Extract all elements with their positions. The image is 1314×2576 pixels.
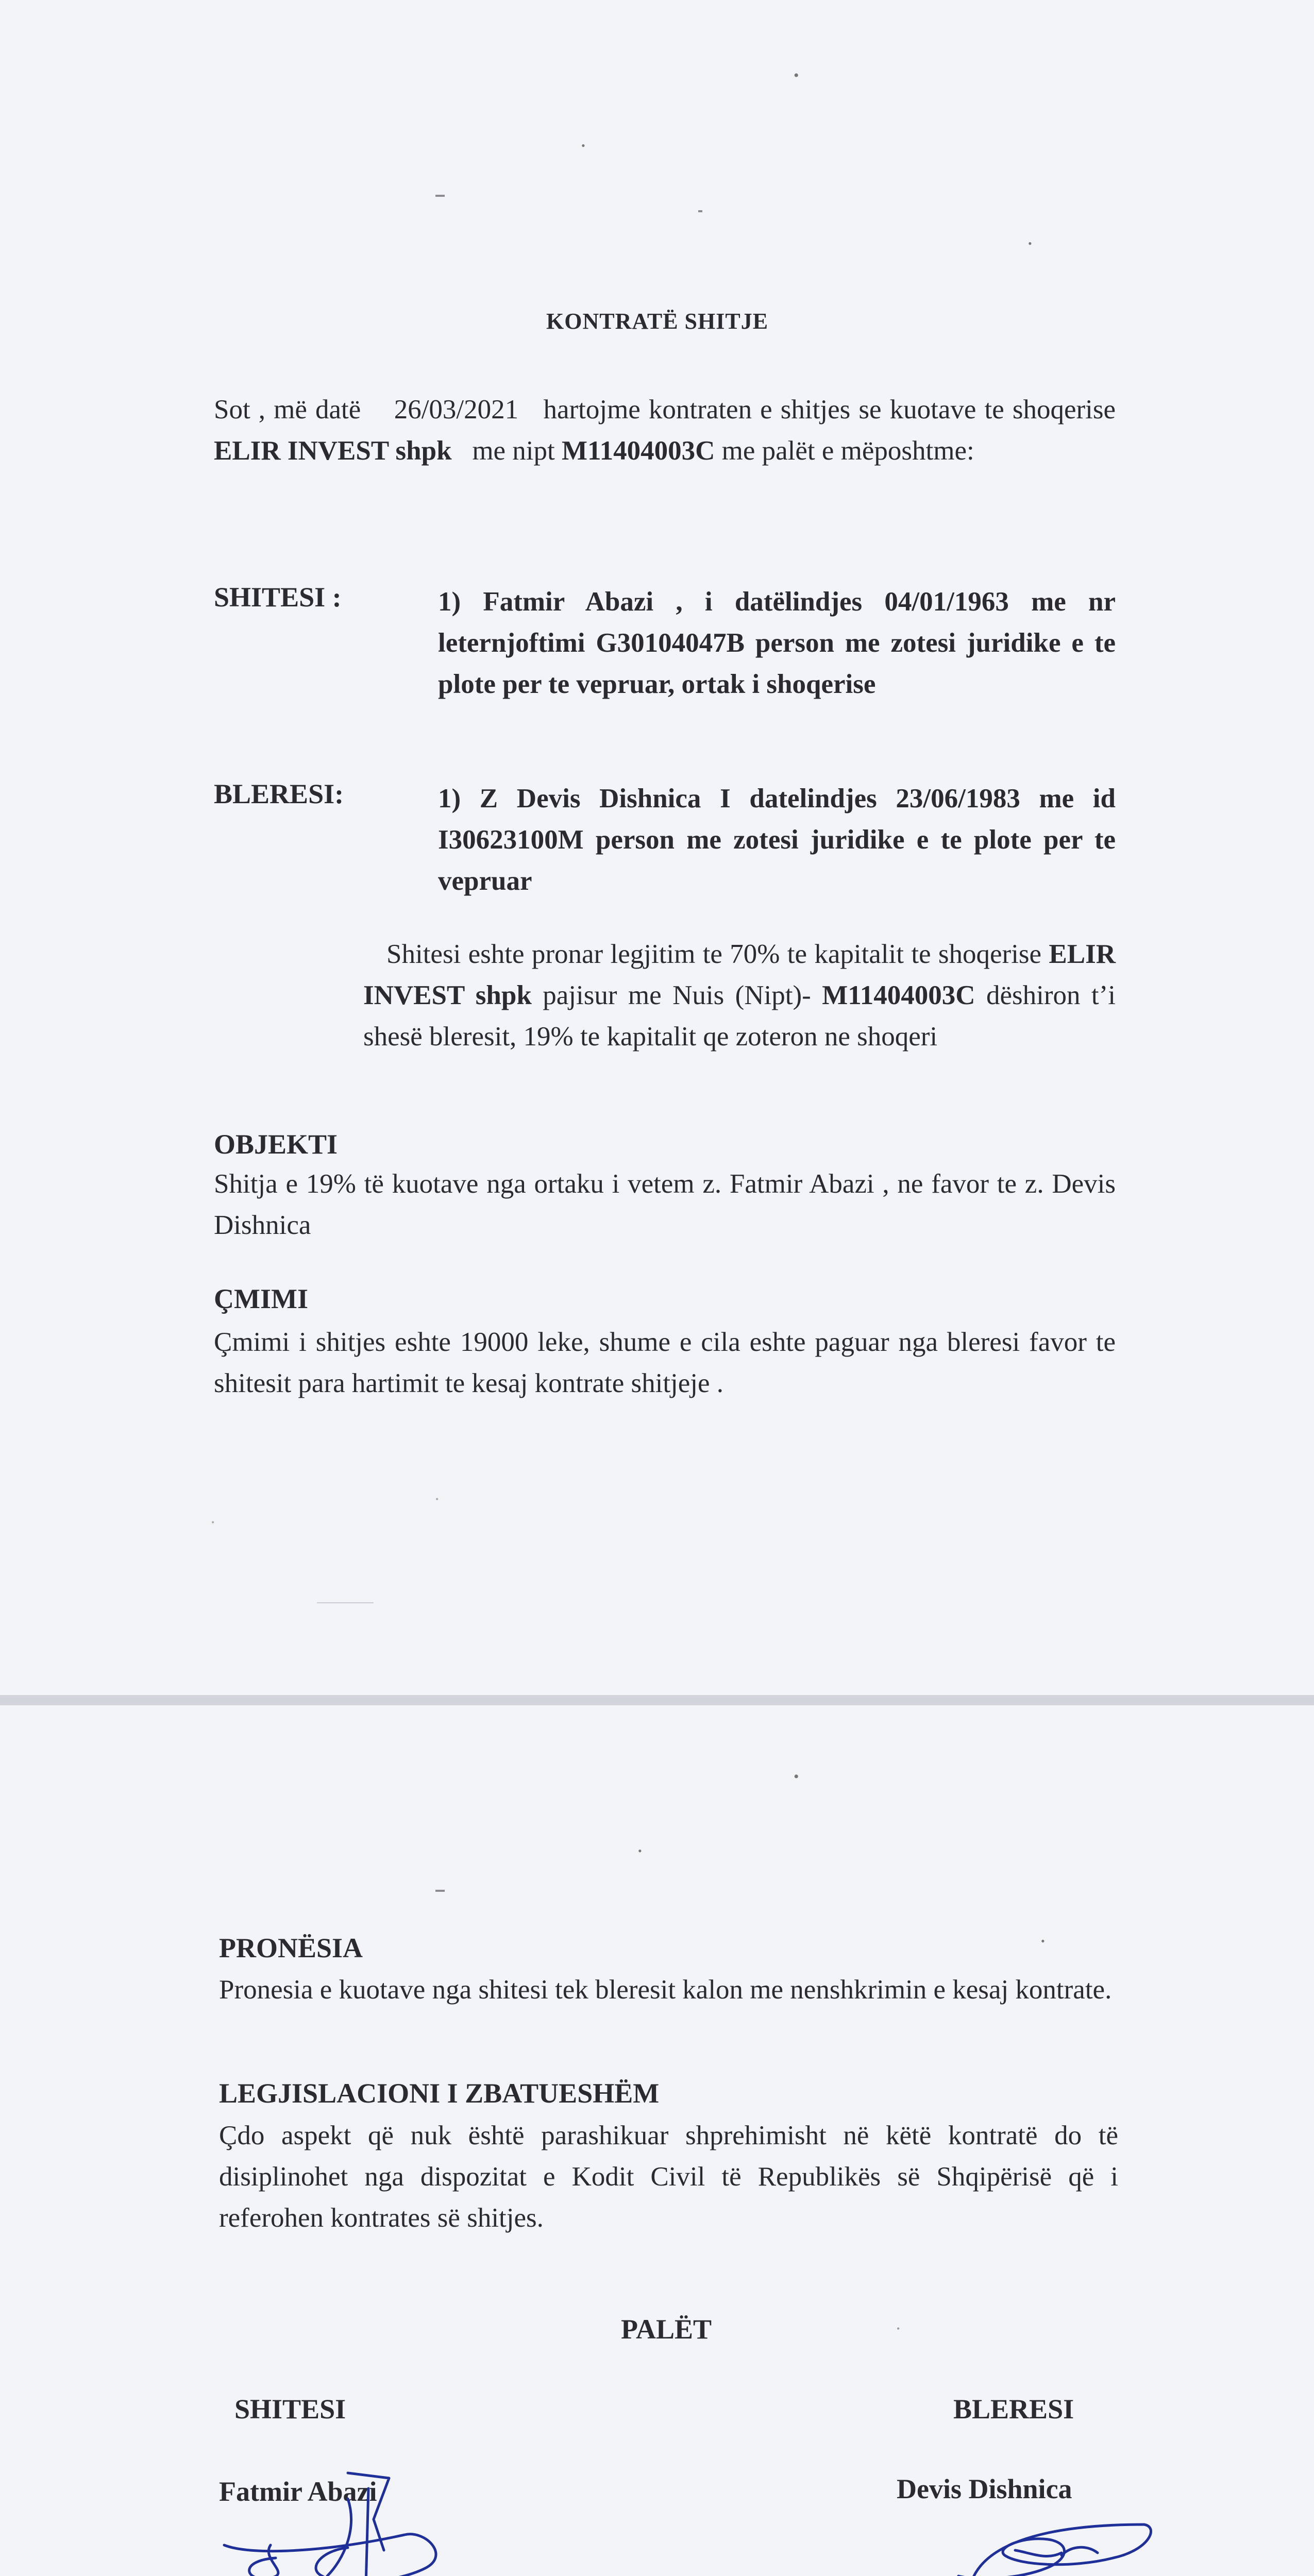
scan-mark [698, 210, 702, 212]
seller-name: Fatmir Abazi [219, 2476, 377, 2507]
company-nipt: M11404003C [562, 436, 715, 466]
price-heading: ÇMIMI [214, 1283, 308, 1314]
seller-label: SHITESI : [214, 582, 342, 613]
law-text: Çdo aspekt që nuk është parashikuar shprehimisht në këtë kontratë do të disiplinohet nga dispozitat e Kodit Civil të Republikës së Shqipërisë që i referohen kontrates së shitjes. [219, 2121, 1118, 2233]
seller-signature [219, 2458, 446, 2576]
price-text: Çmimi i shitjes eshte 19000 leke, shume e cila eshte paguar nga bleresi favor te shitesit para hartimit te kesaj kontrate shitjeje . [214, 1327, 1116, 1398]
scan-speck: • [897, 2324, 900, 2334]
seller-signature-drawing [219, 2458, 446, 2576]
scan-speck: • [794, 1768, 799, 1785]
scan-speck: • [1041, 1935, 1045, 1947]
scan-mark [317, 1602, 374, 1603]
buyer-signature [943, 2504, 1159, 2576]
scan-mark [435, 1890, 445, 1892]
scan-speck: • [794, 67, 799, 84]
scan-speck: • [435, 1494, 439, 1504]
scan-speck: • [211, 1517, 215, 1528]
scan-mark [435, 195, 445, 197]
page-2 [0, 1705, 1314, 2576]
property-heading: PRONËSIA [219, 1933, 363, 1963]
page-divider [0, 1695, 1314, 1705]
object-heading: OBJEKTI [214, 1129, 338, 1160]
object-text: Shitja e 19% të kuotave nga ortaku i vetem z. Fatmir Abazi , ne favor te z. Devis Dishnica [214, 1169, 1116, 1240]
buyer-label: BLERESI: [214, 778, 344, 809]
scan-speck: • [638, 1844, 642, 1857]
buyer-signature-drawing [943, 2504, 1159, 2576]
intro-paragraph: Sot , më datë 26/03/2021 hartojme kontraten e shitjes se kuotave te shoqerise ELIR INVEST shpk me nipt M11404003C me palët e mëposhtme: [214, 395, 1116, 466]
seller-details: 1) Fatmir Abazi , i datëlindjes 04/01/1963 me nr leternjoftimi G30104047B person me zotesi juridike e te plote per te vepruar, ortak i shoqerise [438, 587, 1116, 699]
scan-speck: • [581, 139, 585, 152]
signature-seller-label: SHITESI [234, 2394, 346, 2425]
signature-buyer-label: BLERESI [953, 2394, 1074, 2425]
scan-speck: • [1028, 237, 1032, 250]
document-title: KONTRATË SHITJE [546, 309, 769, 334]
buyer-details: 1) Z Devis Dishnica I datelindjes 23/06/1983 me id I30623100M person me zotesi juridike e te plote per te vepruar [438, 784, 1116, 896]
contract-date: 26/03/2021 [394, 395, 519, 425]
law-heading: LEGJISLACIONI I ZBATUESHËM [219, 2078, 660, 2109]
company-name: ELIR INVEST shpk [214, 436, 452, 466]
parties-heading: PALËT [621, 2314, 712, 2345]
ownership-paragraph: Shitesi eshte pronar legjitim te 70% te kapitalit te shoqerise ELIR INVEST shpk pajisur me Nuis (Nipt)- M11404003C dëshiron t’i shesë bleresit, 19% te kapitalit qe zoteron ne shoqeri [363, 939, 1116, 1052]
buyer-name: Devis Dishnica [897, 2473, 1072, 2504]
property-text: Pronesia e kuotave nga shitesi tek bleresit kalon me nenshkrimin e kesaj kontrate. [219, 1975, 1112, 2005]
